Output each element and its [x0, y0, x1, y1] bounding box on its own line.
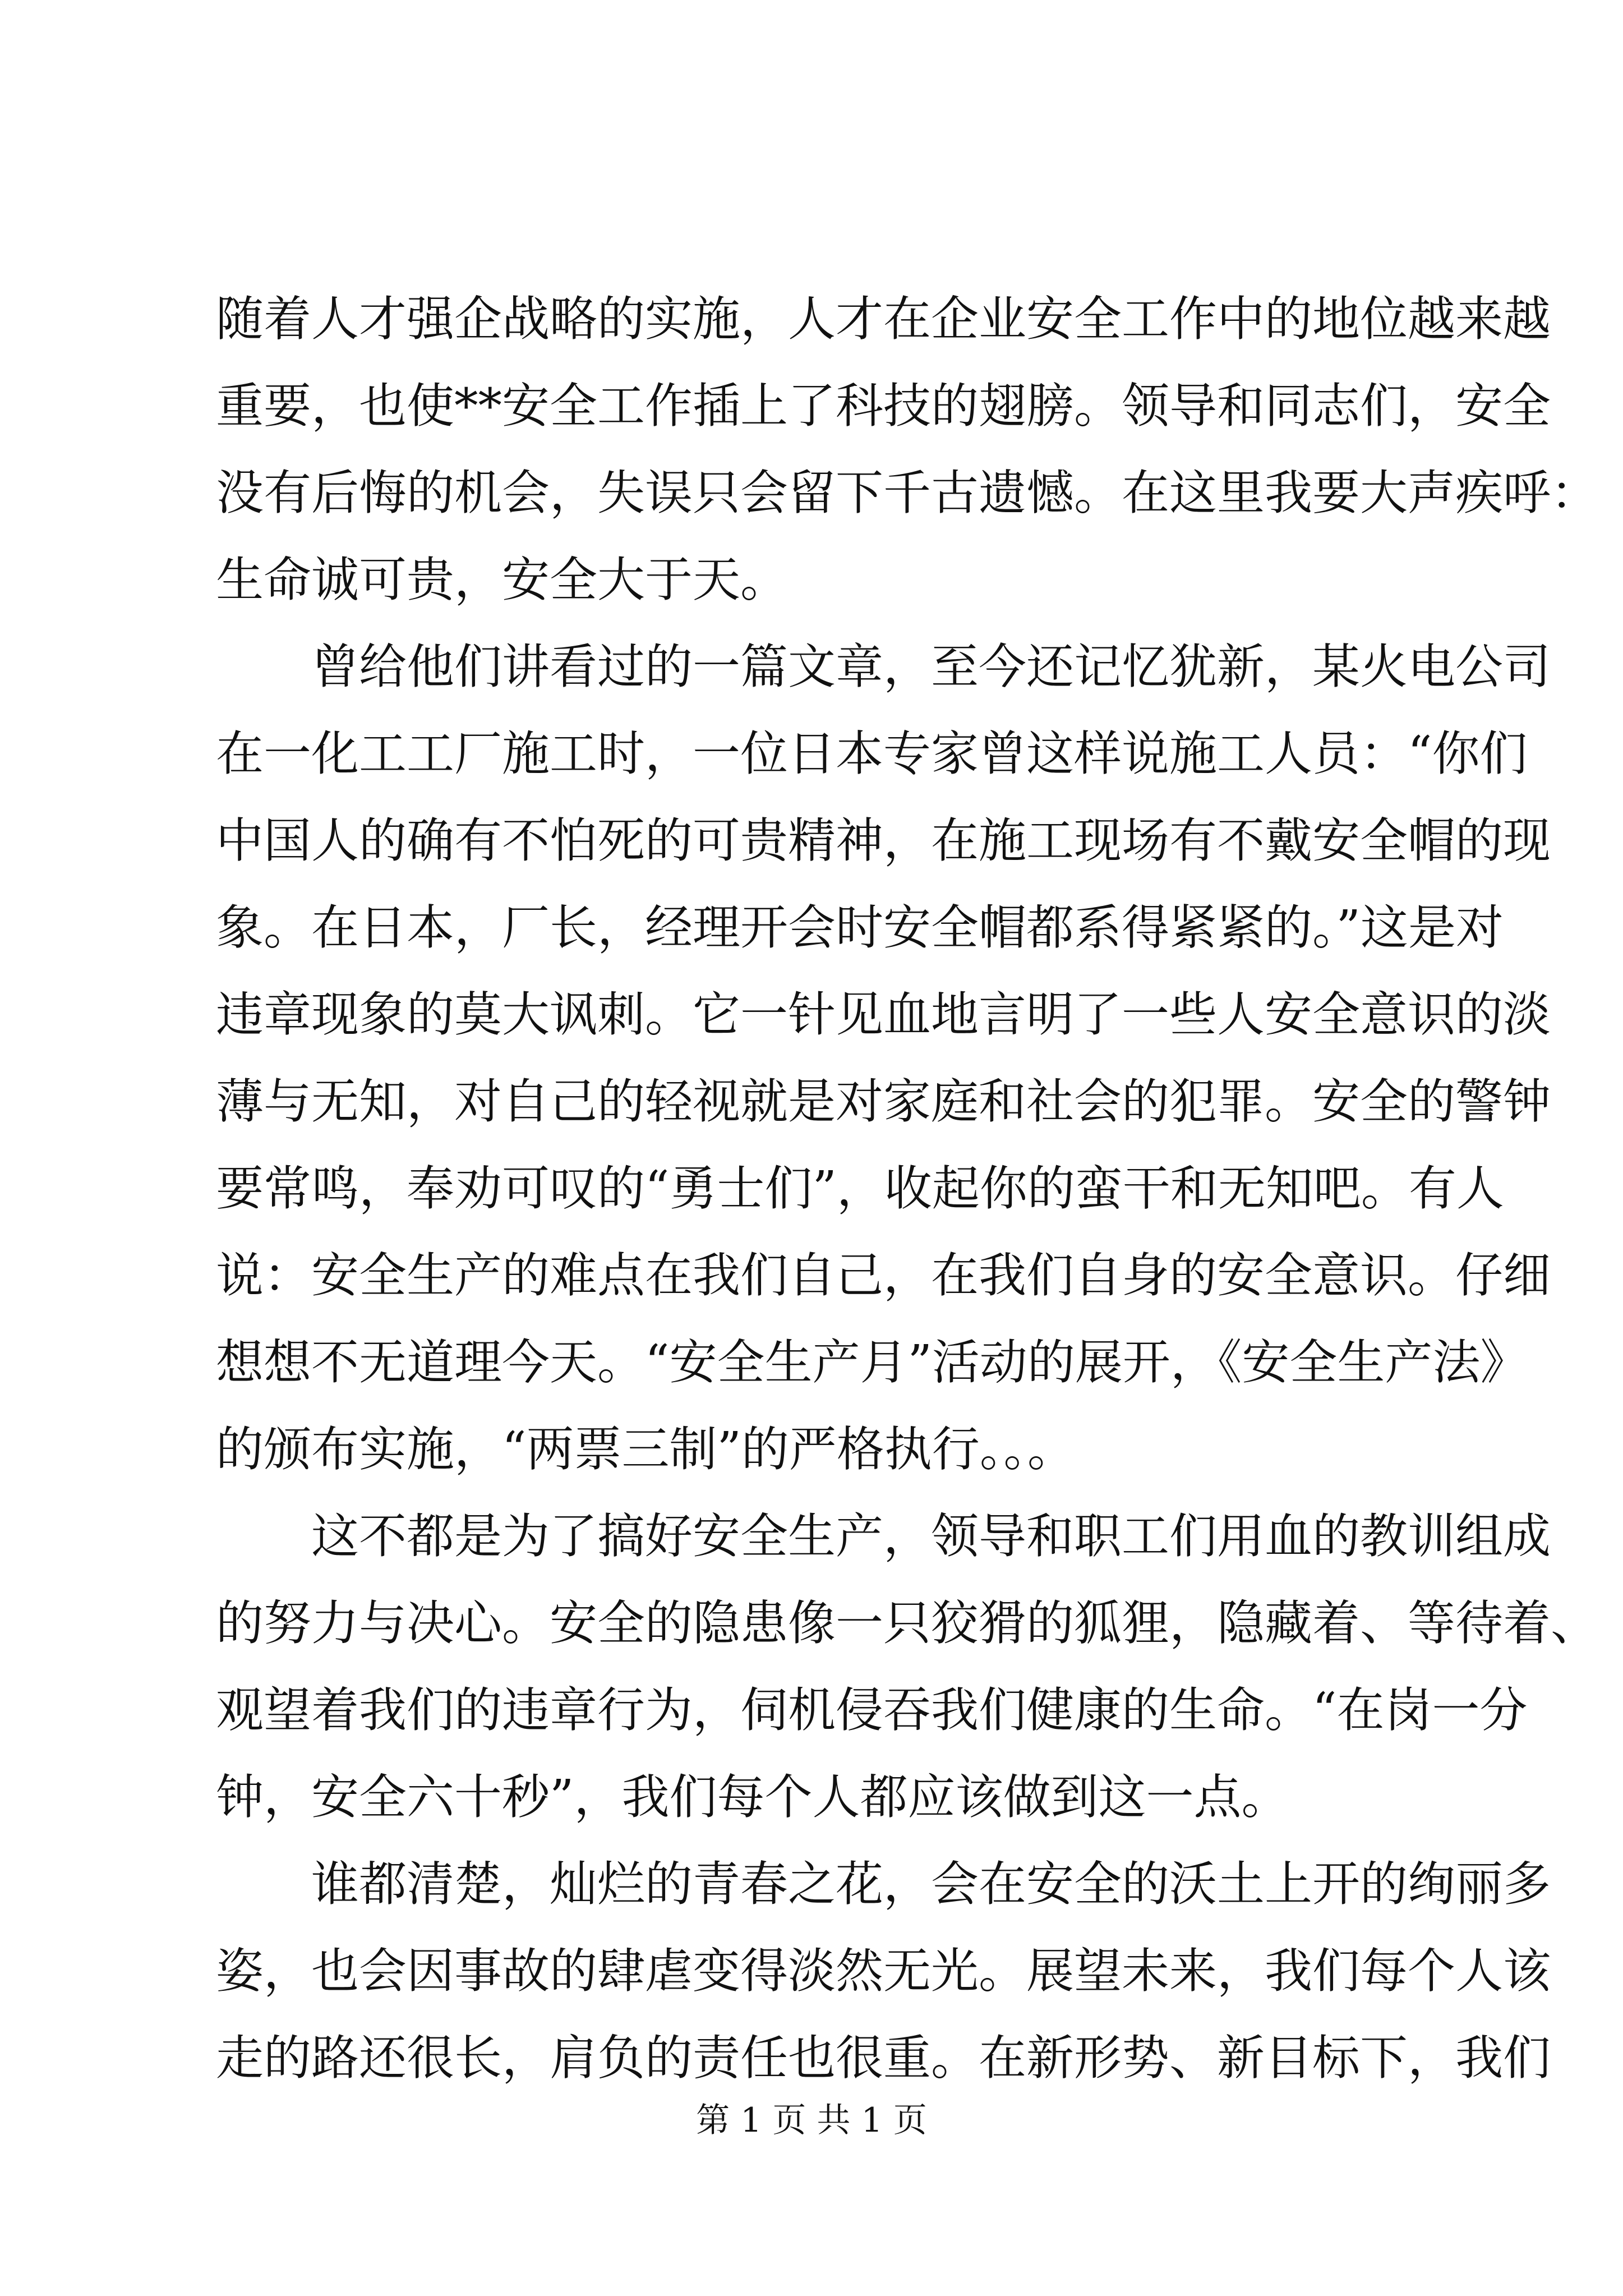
text-line: 生命诚可贵，安全大于天。 — [216, 553, 789, 608]
page-footer: 第 1 页 共 1 页 — [696, 2101, 927, 2140]
text-line: 重要，也使**安全工作插上了科技的翅膀。领导和同志们，安全 — [216, 379, 1551, 434]
text-line: 观望着我们的违章行为，伺机侵吞我们健康的生命。“在岗一分 — [216, 1683, 1528, 1738]
text-line: 钟，安全六十秒”，我们每个人都应该做到这一点。 — [216, 1770, 1289, 1825]
text-line: 薄与无知，对自己的轻视就是对家庭和社会的犯罪。安全的警钟 — [216, 1074, 1551, 1130]
text-line: 要常鸣，奉劝可叹的“勇士们”，收起你的蛮干和无知吧。有人 — [216, 1161, 1504, 1217]
paragraph-first-line: 谁都清楚，灿烂的青春之花，会在安全的沃土上开的绚丽多 — [311, 1857, 1551, 1912]
text-line: 中国人的确有不怕死的可贵精神，在施工现场有不戴安全帽的现 — [216, 813, 1551, 869]
text-line: 想想不无道理今天。“安全生产月”活动的展开，《安全生产法》 — [216, 1335, 1528, 1391]
text-line: 走的路还很长，肩负的责任也很重。在新形势、新目标下，我们 — [216, 2031, 1551, 2086]
paragraph-first-line: 曾给他们讲看过的一篇文章，至今还记忆犹新，某火电公司 — [311, 639, 1551, 695]
text-line: 在一化工工厂施工时，一位日本专家曾这样说施工人员：“你们 — [216, 726, 1528, 782]
text-line: 没有后悔的机会，失误只会留下千古遗憾。在这里我要大声疾呼： — [216, 466, 1599, 521]
text-line: 象。在日本，厂长，经理开会时安全帽都系得紧紧的。”这是对 — [216, 900, 1504, 956]
paragraph-first-line: 这不都是为了搞好安全生产，领导和职工们用血的教训组成 — [311, 1509, 1551, 1565]
text-line: 的努力与决心。安全的隐患像一只狡猾的狐狸，隐藏着、等待着、 — [216, 1596, 1599, 1651]
text-line: 姿，也会因事故的肆虐变得淡然无光。展望未来，我们每个人该 — [216, 1944, 1551, 1999]
text-line: 的颁布实施，“两票三制”的严格执行。。。 — [216, 1422, 1075, 1478]
text-line: 说：安全生产的难点在我们自己，在我们自身的安全意识。仔细 — [216, 1248, 1551, 1304]
text-line: 违章现象的莫大讽刺。它一针见血地言明了一些人安全意识的淡 — [216, 987, 1551, 1043]
text-line: 随着人才强企战略的实施，人才在企业安全工作中的地位越来越 — [216, 292, 1551, 347]
